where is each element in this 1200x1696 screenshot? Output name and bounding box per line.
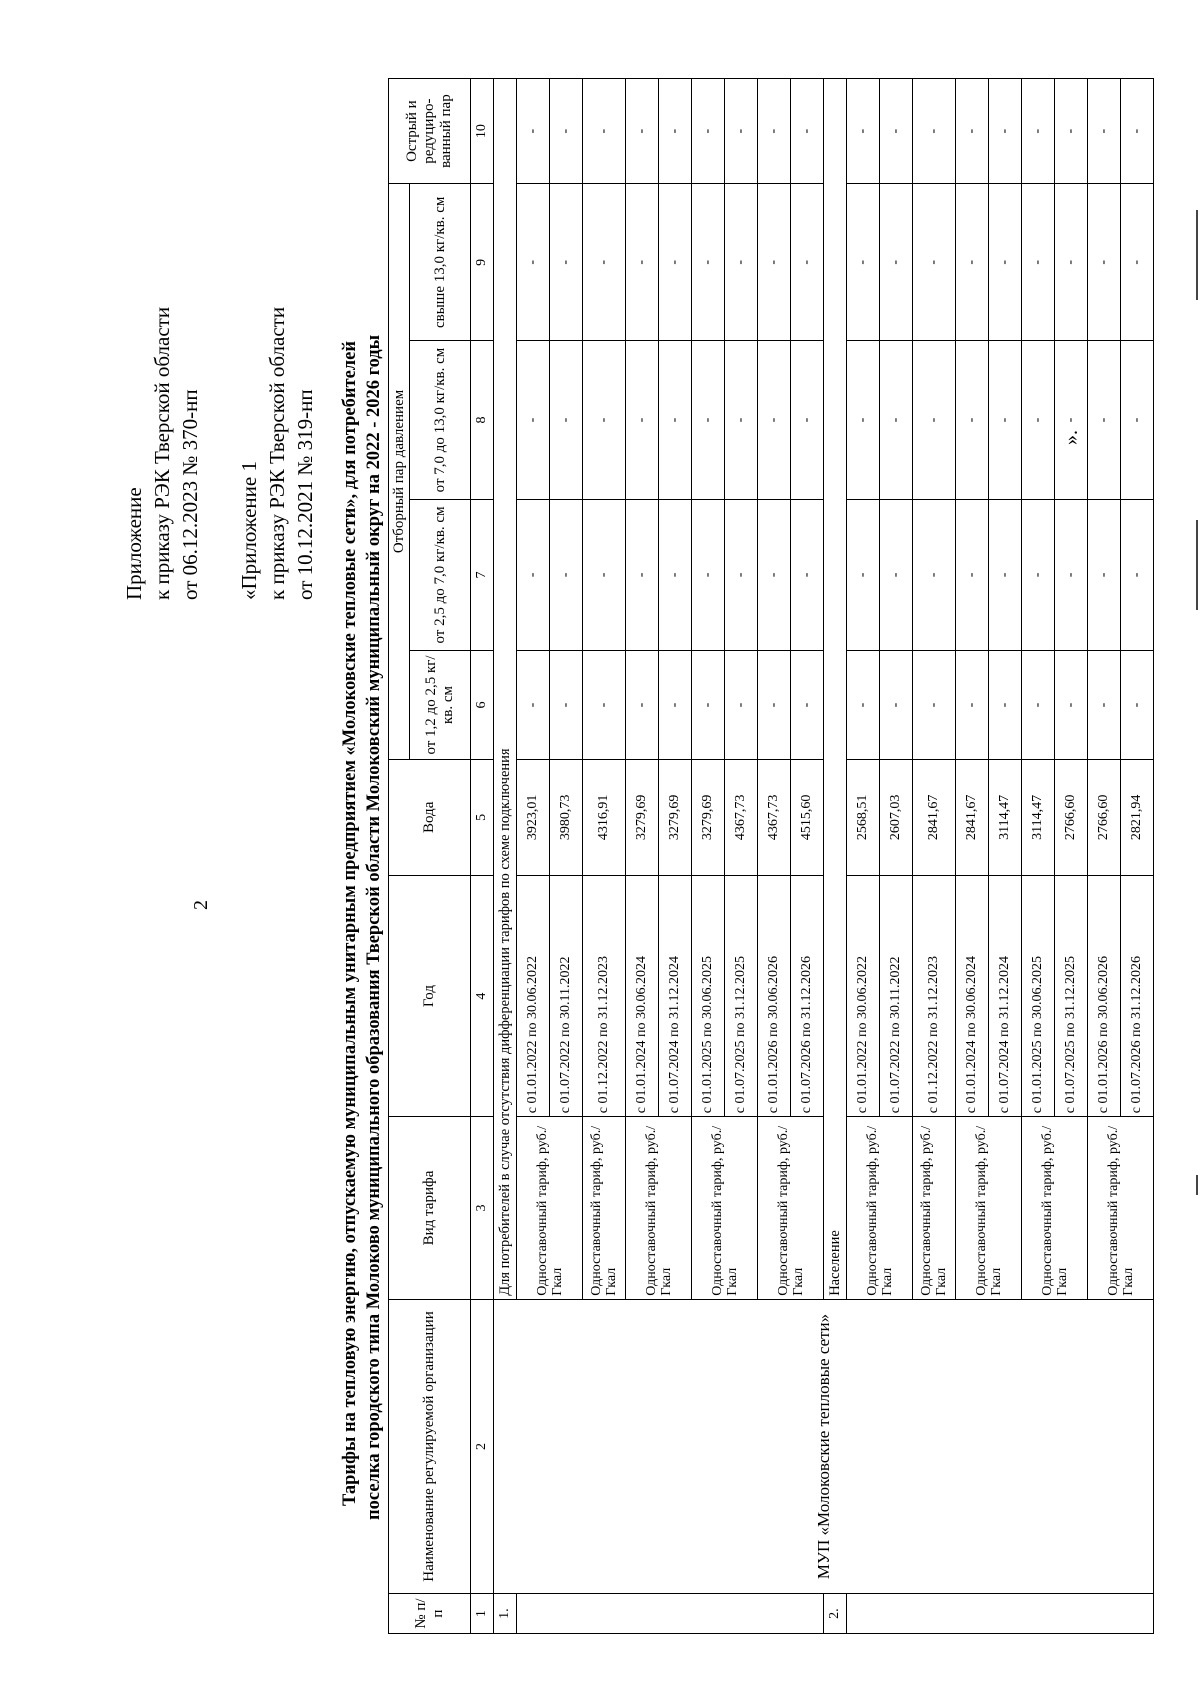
empty-value-dash: -	[989, 499, 1022, 651]
empty-value-dash: -	[847, 79, 880, 184]
water-tariff-value: 4367,73	[758, 759, 791, 875]
empty-value-dash: -	[758, 499, 791, 651]
empty-value-dash: -	[1088, 79, 1121, 184]
header-kind: Вид тарифа	[389, 1117, 471, 1300]
empty-value-dash: -	[1022, 184, 1055, 341]
empty-value-dash: -	[550, 79, 583, 184]
empty-value-dash: -	[880, 651, 913, 759]
empty-value-dash: -	[550, 499, 583, 651]
closing-quote: ».	[1060, 430, 1082, 445]
tariff-kind: Одноставочный тариф, руб./Гкал	[1088, 1117, 1154, 1300]
empty-value-dash: -	[1121, 341, 1154, 499]
empty-value-dash: -	[626, 184, 659, 341]
section-number: 1.	[494, 1594, 517, 1634]
empty-value-dash: -	[626, 341, 659, 499]
water-tariff-value: 2607,03	[880, 759, 913, 875]
header-pressure-1: от 1,2 до 2,5 кг/кв. см	[410, 651, 471, 759]
empty-value-dash: -	[1121, 499, 1154, 651]
tariff-period: с 01.07.2025 по 31.12.2025	[1055, 875, 1088, 1116]
empty-value-dash: -	[517, 341, 550, 499]
water-tariff-value: 3980,73	[550, 759, 583, 875]
empty-value-dash: -	[1088, 184, 1121, 341]
empty-value-dash: -	[1022, 79, 1055, 184]
column-number: 7	[471, 499, 494, 651]
tariff-period: с 01.01.2026 по 30.06.2026	[758, 875, 791, 1116]
tariff-period: с 01.07.2026 по 31.12.2026	[791, 875, 824, 1116]
empty-value-dash: -	[913, 79, 956, 184]
water-tariff-value: 2841,67	[956, 759, 989, 875]
empty-value-dash: -	[1055, 79, 1088, 184]
water-tariff-value: 3279,69	[659, 759, 692, 875]
water-tariff-value: 3279,69	[626, 759, 659, 875]
empty-value-dash: -	[758, 184, 791, 341]
appendix-line: от 10.12.2021 № 319-нп	[293, 389, 317, 600]
page-number: 2	[190, 900, 212, 910]
empty-value-dash: -	[989, 651, 1022, 759]
empty-value-dash: -	[659, 79, 692, 184]
empty-value-dash: -	[517, 651, 550, 759]
empty-value-dash: -	[626, 499, 659, 651]
scan-edge-mark	[1196, 520, 1198, 610]
tariff-kind: Одноставочный тариф, руб./Гкал	[517, 1117, 583, 1300]
tariff-kind: Одноставочный тариф, руб./Гкал	[847, 1117, 913, 1300]
water-tariff-value: 4316,91	[583, 759, 626, 875]
tariff-period: с 01.12.2022 по 31.12.2023	[583, 875, 626, 1116]
water-tariff-value: 2821,94	[1121, 759, 1154, 875]
empty-value-dash: -	[989, 79, 1022, 184]
header-pressure-2: от 2,5 до 7,0 кг/кв. см	[410, 499, 471, 651]
document-title	[338, 140, 386, 1520]
header-pressure-4: свыше 13,0 кг/кв. см	[410, 184, 471, 341]
empty-value-dash: -	[1121, 79, 1154, 184]
empty-value-dash: -	[583, 341, 626, 499]
column-number: 1	[471, 1594, 494, 1634]
empty-value-dash: -	[758, 341, 791, 499]
header-water: Вода	[389, 759, 471, 875]
header-sharp-steam: Острый и редуциро-ванный пар	[389, 79, 471, 184]
appendix-line: от 06.12.2023 № 370-нп	[178, 389, 202, 600]
section-number-spacer	[847, 1594, 1154, 1634]
empty-value-dash: -	[725, 79, 758, 184]
empty-value-dash: -	[956, 184, 989, 341]
empty-value-dash: -	[550, 341, 583, 499]
water-tariff-value: 3279,69	[692, 759, 725, 875]
tariff-period: с 01.07.2024 по 31.12.2024	[989, 875, 1022, 1116]
empty-value-dash: -	[847, 341, 880, 499]
empty-value-dash: -	[791, 499, 824, 651]
appendix-current-block	[120, 307, 204, 600]
column-number: 5	[471, 759, 494, 875]
empty-value-dash: -	[725, 341, 758, 499]
empty-value-dash: -	[758, 651, 791, 759]
water-tariff-value: 2841,67	[913, 759, 956, 875]
section-row	[494, 79, 517, 1634]
tariff-period: с 01.01.2024 по 30.06.2024	[956, 875, 989, 1116]
title-line: поселка городского типа Молоково муниципального образования Тверской области Молоковский муниципальный округ на 2022 - 2026 годы	[364, 334, 384, 1520]
tariff-period: с 01.07.2024 по 31.12.2024	[659, 875, 692, 1116]
empty-value-dash: -	[583, 184, 626, 341]
empty-value-dash: -	[989, 341, 1022, 499]
empty-value-dash: -	[1022, 499, 1055, 651]
water-tariff-value: 2766,60	[1088, 759, 1121, 875]
scan-edge-mark	[1196, 1175, 1198, 1195]
column-number: 9	[471, 184, 494, 341]
empty-value-dash: -	[583, 651, 626, 759]
empty-value-dash: -	[956, 499, 989, 651]
empty-value-dash: -	[758, 79, 791, 184]
tariff-kind: Одноставочный тариф, руб./Гкал	[692, 1117, 758, 1300]
empty-value-dash: -	[847, 499, 880, 651]
tariff-kind: Одноставочный тариф, руб./Гкал	[1022, 1117, 1088, 1300]
tariff-period: с 01.01.2026 по 30.06.2026	[1088, 875, 1121, 1116]
water-tariff-value: 3923,01	[517, 759, 550, 875]
tariff-table-body	[471, 79, 1154, 1634]
empty-value-dash: -	[583, 499, 626, 651]
empty-value-dash: -	[550, 651, 583, 759]
water-tariff-value: 3114,47	[1022, 759, 1055, 875]
water-tariff-value: 2568,51	[847, 759, 880, 875]
empty-value-dash: -	[692, 79, 725, 184]
empty-value-dash: -	[1022, 341, 1055, 499]
empty-value-dash: -	[725, 184, 758, 341]
empty-value-dash: -	[1088, 341, 1121, 499]
empty-value-dash: -	[725, 499, 758, 651]
empty-value-dash: -	[626, 651, 659, 759]
header-num: № п/ п	[389, 1594, 471, 1634]
empty-value-dash: -	[692, 341, 725, 499]
tariff-period: с 01.12.2022 по 31.12.2023	[913, 875, 956, 1116]
empty-value-dash: -	[847, 651, 880, 759]
column-number-row	[471, 79, 494, 1634]
column-number: 6	[471, 651, 494, 759]
column-number: 10	[471, 79, 494, 184]
empty-value-dash: -	[659, 341, 692, 499]
appendix-line: к приказу РЭК Тверской области	[265, 306, 289, 600]
empty-value-dash: -	[956, 79, 989, 184]
empty-value-dash: -	[550, 184, 583, 341]
tariff-period: с 01.01.2024 по 30.06.2024	[626, 875, 659, 1116]
water-tariff-value: 2766,60	[1055, 759, 1088, 875]
empty-value-dash: -	[1055, 341, 1088, 499]
empty-value-dash: -	[692, 499, 725, 651]
empty-value-dash: -	[1088, 651, 1121, 759]
empty-value-dash: -	[913, 184, 956, 341]
empty-value-dash: -	[1055, 184, 1088, 341]
appendix-line: Приложение	[122, 487, 146, 600]
empty-value-dash: -	[1022, 651, 1055, 759]
empty-value-dash: -	[791, 341, 824, 499]
empty-value-dash: -	[1121, 651, 1154, 759]
empty-value-dash: -	[659, 184, 692, 341]
header-pressure-3: от 7,0 до 13,0 кг/кв. см	[410, 341, 471, 499]
tariff-period: с 01.01.2025 по 30.06.2025	[692, 875, 725, 1116]
empty-value-dash: -	[1121, 184, 1154, 341]
appendix-line: «Приложение 1	[237, 461, 261, 600]
tariff-period: с 01.01.2025 по 30.06.2025	[1022, 875, 1055, 1116]
section-number-spacer	[517, 1594, 824, 1634]
empty-value-dash: -	[725, 651, 758, 759]
empty-value-dash: -	[659, 499, 692, 651]
empty-value-dash: -	[880, 79, 913, 184]
empty-value-dash: -	[913, 651, 956, 759]
header-year: Год	[389, 875, 471, 1116]
section-title: Население	[824, 79, 847, 1300]
tariff-period: с 01.07.2022 по 30.11.2022	[550, 875, 583, 1116]
section-number: 2.	[824, 1594, 847, 1634]
title-line: Тарифы на тепловую энергию, отпускаемую муниципальным унитарным предприятием «Молоковские тепловые сети», для потребителей	[340, 340, 360, 1506]
tariff-kind: Одноставочный тариф, руб./Гкал	[626, 1117, 692, 1300]
empty-value-dash: -	[913, 341, 956, 499]
empty-value-dash: -	[847, 184, 880, 341]
column-number: 4	[471, 875, 494, 1116]
tariff-kind: Одноставочный тариф, руб./Гкал	[758, 1117, 824, 1300]
empty-value-dash: -	[989, 184, 1022, 341]
organization-name: МУП «Молоковские тепловые сети»	[494, 1299, 1154, 1593]
tariff-period: с 01.01.2022 по 30.06.2022	[517, 875, 550, 1116]
empty-value-dash: -	[659, 651, 692, 759]
tariff-period: с 01.07.2026 по 31.12.2026	[1121, 875, 1154, 1116]
empty-value-dash: -	[626, 79, 659, 184]
tariff-period: с 01.07.2022 по 30.11.2022	[880, 875, 913, 1116]
empty-value-dash: -	[517, 184, 550, 341]
scan-edge-mark	[1196, 210, 1198, 300]
tariff-period: с 01.01.2022 по 30.06.2022	[847, 875, 880, 1116]
empty-value-dash: -	[1055, 499, 1088, 651]
empty-value-dash: -	[880, 184, 913, 341]
empty-value-dash: -	[517, 79, 550, 184]
empty-value-dash: -	[956, 651, 989, 759]
column-number: 2	[471, 1299, 494, 1593]
empty-value-dash: -	[791, 184, 824, 341]
empty-value-dash: -	[880, 341, 913, 499]
appendix-line: к приказу РЭК Тверской области	[150, 306, 174, 600]
empty-value-dash: -	[913, 499, 956, 651]
empty-value-dash: -	[517, 499, 550, 651]
section-title: Для потребителей в случае отсутствия дифференциации тарифов по схеме подключения	[494, 79, 517, 1300]
header-org: Наименование регулируемой организации	[389, 1299, 471, 1593]
empty-value-dash: -	[791, 79, 824, 184]
tariff-kind: Одноставочный тариф, руб./Гкал	[913, 1117, 956, 1300]
water-tariff-value: 3114,47	[989, 759, 1022, 875]
header-steam-group: Отборный пар давлением	[389, 184, 410, 760]
column-number: 3	[471, 1117, 494, 1300]
tariff-kind: Одноставочный тариф, руб./Гкал	[956, 1117, 1022, 1300]
empty-value-dash: -	[1088, 499, 1121, 651]
empty-value-dash: -	[956, 341, 989, 499]
empty-value-dash: -	[692, 651, 725, 759]
tariff-period: с 01.07.2025 по 31.12.2025	[725, 875, 758, 1116]
empty-value-dash: -	[692, 184, 725, 341]
empty-value-dash: -	[791, 651, 824, 759]
empty-value-dash: -	[880, 499, 913, 651]
empty-value-dash: -	[1055, 651, 1088, 759]
water-tariff-value: 4515,60	[791, 759, 824, 875]
appendix-previous-block	[235, 307, 319, 600]
empty-value-dash: -	[583, 79, 626, 184]
tariff-kind: Одноставочный тариф, руб./Гкал	[583, 1117, 626, 1300]
tariff-table	[388, 78, 1154, 1634]
column-number: 8	[471, 341, 494, 499]
water-tariff-value: 4367,73	[725, 759, 758, 875]
document-page	[20, 60, 1180, 1670]
